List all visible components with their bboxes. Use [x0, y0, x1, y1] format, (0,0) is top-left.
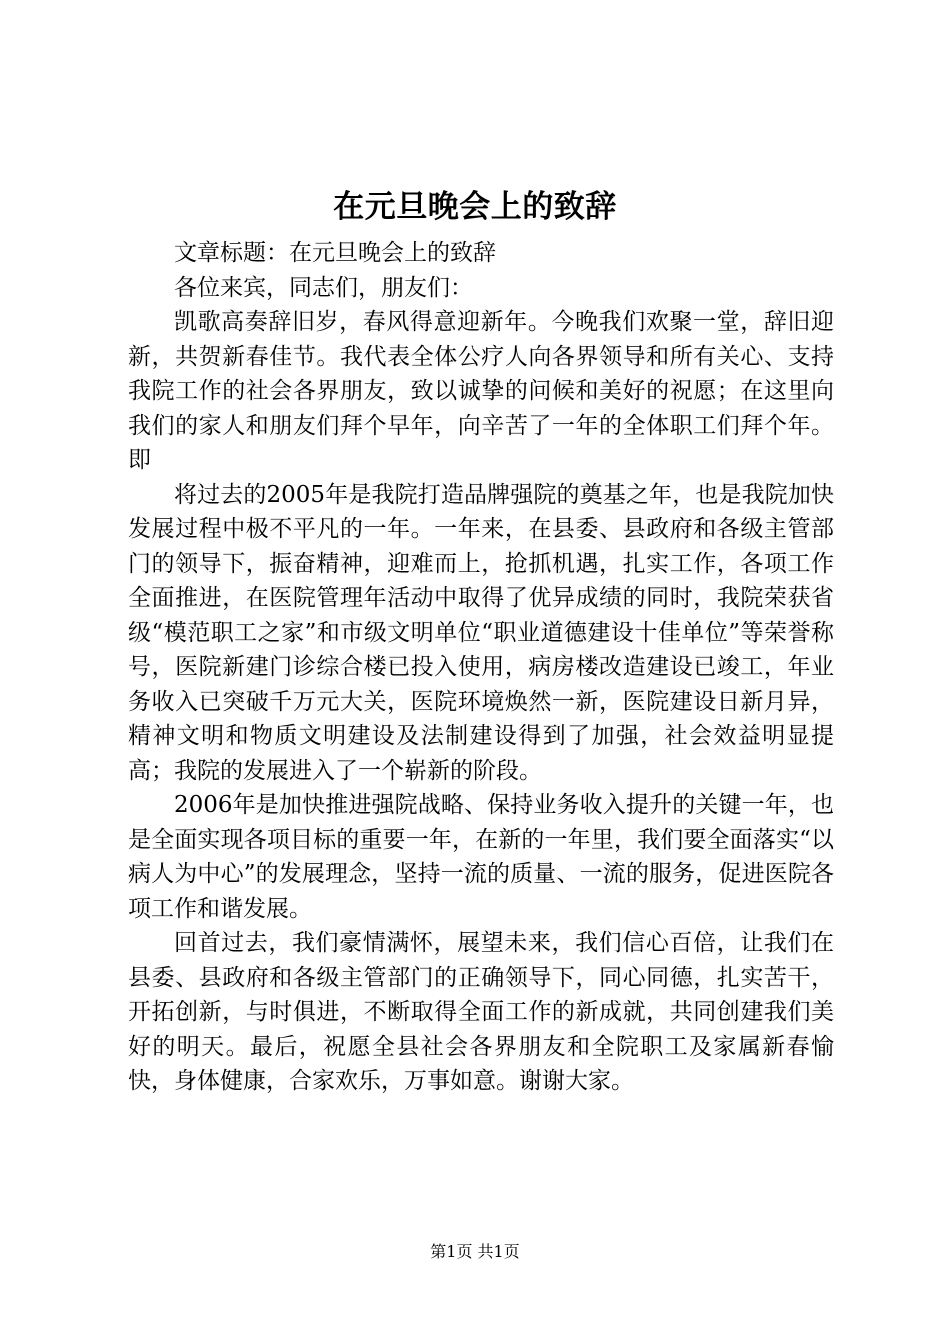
paragraph-salutation: 各位来宾，同志们，朋友们：	[174, 274, 473, 301]
page-number-footer: 第1页 共1页	[430, 1242, 520, 1261]
paragraph-review-2005: 将过去的2005年是我院打造品牌强院的奠基之年，也是我院加快发展过程中极不平凡的一年。一年来，在县委、县政府和各级主管部门的领导下，振奋精神，迎难而上，抢抓机遇，扎实工作，各项工作全面推进，在医院管理年活动中取得了优异成绩的同时，我院荣获省级“模范职工之家”和市级文明单位“职业道德建设十佳单位”等荣誉称号，医院新建门诊综合楼已投入使用，病房楼改造建设已竣工，年业务收入已突破千万元大关，医院环境焕然一新，医院建设日新月异，精神文明和物质文明建设及法制建设得到了加强，社会效益明显提高；我院的发展进入了一个崭新的阶段。	[128, 481, 834, 784]
document-title: 在元旦晚会上的致辞	[333, 189, 617, 225]
paragraph-greeting: 凯歌高奏辞旧岁，春风得意迎新年。今晚我们欢聚一堂，辞旧迎新，共贺新春佳节。我代表全体公疗人向各界领导和所有关心、支持我院工作的社会各界朋友，致以诚挚的问候和美好的祝愿；在这里向我们的家人和朋友们拜个早年，向辛苦了一年的全体职工们拜个年。即	[128, 309, 834, 473]
paragraph-article-title: 文章标题：在元旦晚会上的致辞	[174, 240, 496, 266]
paragraph-closing: 回首过去，我们豪情满怀，展望未来，我们信心百倍，让我们在县委、县政府和各级主管部门的正确领导下，同心同德，扎实苦干，开拓创新，与时俱进，不断取得全面工作的新成就，共同创建我们美好的明天。最后，祝愿全县社会各界朋友和全院职工及家属新春愉快，身体健康，合家欢乐，万事如意。谢谢大家。	[128, 930, 834, 1094]
paragraph-plan-2006: 2006年是加快推进强院战略、保持业务收入提升的关键一年，也是全面实现各项目标的重要一年，在新的一年里，我们要全面落实“以病人为中心”的发展理念，坚持一流的质量、一流的服务，促进医院各项工作和谐发展。	[128, 792, 834, 922]
document-body	[128, 236, 834, 1099]
